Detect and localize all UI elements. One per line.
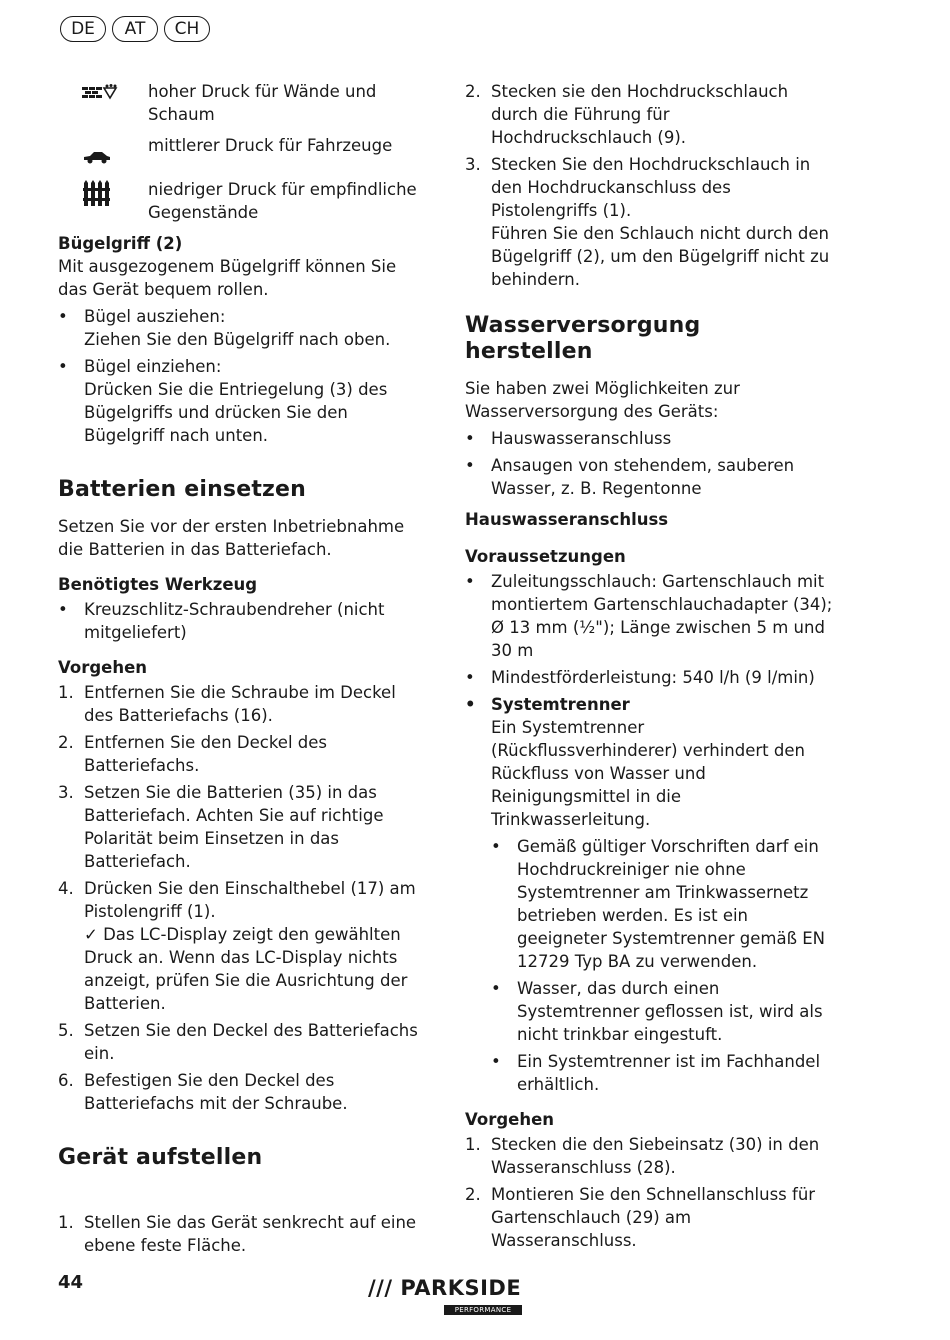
list-item: • Systemtrenner Ein Systemtrenner (Rückflussverhinderer) verhindert den Rückfluss von Wasser und Reinigungsmittel in die Trinkwasserleitung. • Gemäß gültiger Vorschriften darf ein Hochdruckreiniger nie ohne Systemtrenner am Trinkwassernetz betrieben werden. Es ist ein geeigneter Systemtrenner gemäß EN 12729 Typ BA zu verwenden. • Wasser, das durch einen Systemtrenner geflossen ist, wird als nicht trinkbar eingestuft. • Ein Systemtrenner ist im Fachhandel erhältlich. [465,693,835,1096]
step-text: Setzen Sie den Deckel des Batteriefachs ein. [84,1021,418,1063]
list-item-text: Gemäß gültiger Vorschriften darf ein Hochdruckreiniger nie ohne Systemtrenner am Trinkwassernetz betrieben werden. Es ist ein geeigneter Systemtrenner gemäß EN 12729 Typ BA zu verwenden. [517,837,825,971]
car-icon [58,134,148,164]
wall-foam-icon [58,80,148,103]
step-result: ✓ Das LC-Display zeigt den gewählten Druck an. Wenn das LC-Display nichts anzeigt, prüfen Sie die Ausrichtung der Batterien. [84,925,408,1013]
pressure-mode-text: hoher Druck für Wände und Schaum [148,82,377,124]
sub-list-item: • Gemäß gültiger Vorschriften darf ein Hochdruckreiniger nie ohne Systemtrenner am Trinkwassernetz betrieben werden. Es ist ein geeigneter Systemtrenner gemäß EN 12729 Typ BA zu verwenden. [491,835,835,973]
bullet: • [58,357,68,376]
right-column [465,80,835,1252]
list-item: • Ansaugen von stehendem, sauberen Wasser, z. B. Regentonne [465,454,835,500]
country-badge-at: AT [112,16,158,42]
systemtrenner-text: Ein Systemtrenner (Rückflussverhinderer) verhindert den Rückfluss von Wasser und Reinigungsmittel in die Trinkwasserleitung. [491,718,805,829]
step-text: Stecken Sie den Hochdruckschlauch in den Hochdruckanschluss des Pistolengriffs (1). [491,155,811,220]
voraussetzungen-heading: Voraussetzungen [465,547,626,566]
werkzeug-heading: Benötigtes Werkzeug [58,575,258,594]
list-item-text: Mindestförderleistung: 540 l/h (9 l/min) [491,668,815,687]
country-badge-ch: CH [164,16,210,42]
page-number: 44 [58,1272,84,1293]
step-note: Führen Sie den Schlauch nicht durch den Bügelgriff (2), um den Bügelgriff nicht zu behindern. [491,224,830,289]
list-item-detail: Drücken Sie die Entriegelung (3) des Bügelgriffs und drücken Sie den Bügelgriff nach unten. [84,380,388,445]
buegelgriff-heading: Bügelgriff (2) [58,234,183,253]
buegelgriff-intro: Mit ausgezogenem Bügelgriff können Sie das Gerät bequem rollen. [58,257,397,299]
step-item: 2. Entfernen Sie den Deckel des Batteriefachs. [58,731,430,777]
list-item-text: Hauswasseranschluss [491,429,672,448]
parkside-logo [368,1276,523,1316]
step-item: 3. Setzen Sie die Batterien (35) in das Batteriefach. Achten Sie auf richtige Polarität beim Einsetzen in das Batteriefach. [58,781,430,873]
list-item: • Zuleitungsschlauch: Gartenschlauch mit montiertem Gartenschlauchadapter (34); Ø 13 mm (½"); Länge zwischen 5 m und 30 m [465,570,835,662]
country-badge-de: DE [60,16,106,42]
step-text: Stellen Sie das Gerät senkrecht auf eine ebene feste Fläche. [84,1213,417,1255]
list-item-label: Bügel einziehen: [84,357,222,376]
batterien-intro: Setzen Sie vor der ersten Inbetriebnahme die Batterien in das Batteriefach. [58,517,405,559]
systemtrenner-label: Systemtrenner [491,695,630,714]
step-text: Entfernen Sie den Deckel des Batteriefachs. [84,733,327,775]
step-text: Setzen Sie die Batterien (35) in das Batteriefach. Achten Sie auf richtige Polarität beim Einsetzen in das Batteriefach. [84,783,384,871]
list-item-detail: Ziehen Sie den Bügelgriff nach oben. [84,330,391,349]
list-item: • Mindestförderleistung: 540 l/h (9 l/min) [465,666,835,689]
step-item: 4. Drücken Sie den Einschalthebel (17) am Pistolengriff (1). ✓ Das LC-Display zeigt den gewählten Druck an. Wenn das LC-Display nichts anzeigt, prüfen Sie die Ausrichtung der Batterien. [58,877,430,1015]
aufstellen-heading: Gerät aufstellen [58,1145,263,1170]
pressure-mode-medium [58,134,430,164]
step-text: Drücken Sie den Einschalthebel (17) am Pistolengriff (1). [84,879,416,921]
pressure-mode-text: niedriger Druck für empfindliche Gegenstände [148,180,417,222]
step-item: 1. Stecken die den Siebeinsatz (30) in den Wasseranschluss (28). [465,1133,835,1179]
bullet: • [58,307,68,326]
step-item: 1. Entfernen Sie die Schraube im Deckel des Batteriefachs (16). [58,681,430,727]
step-text: Stecken die den Siebeinsatz (30) in den Wasseranschluss (28). [491,1135,820,1177]
vorgehen-heading: Vorgehen [58,658,148,677]
pressure-mode-low [58,178,430,224]
pressure-mode-text: mittlerer Druck für Fahrzeuge [148,136,393,155]
list-item-text: Ein Systemtrenner ist im Fachhandel erhältlich. [517,1052,821,1094]
list-item-label: Bügel ausziehen: [84,307,226,326]
step-text: Entfernen Sie die Schraube im Deckel des Batteriefachs (16). [84,683,396,725]
list-item-text: Zuleitungsschlauch: Gartenschlauch mit montiertem Gartenschlauchadapter (34); Ø 13 mm (½"); Länge zwischen 5 m und 30 m [491,572,833,660]
list-item [58,598,430,644]
step-text: Montieren Sie den Schnellanschluss für Gartenschlauch (29) am Wasseranschluss. [491,1185,816,1250]
batterien-heading: Batterien einsetzen [58,477,307,502]
logo-text: /// PARKSIDE [368,1276,522,1300]
logo-subtitle: PERFORMANCE [444,1305,522,1315]
list-item-text: Kreuzschlitz-Schraubendreher (nicht mitgeliefert) [84,600,385,642]
list-item: • Hauswasseranschluss [465,427,835,450]
step-item: 1. Stellen Sie das Gerät senkrecht auf eine ebene feste Fläche. [58,1211,430,1257]
list-item-text: Wasser, das durch einen Systemtrenner geflossen ist, wird als nicht trinkbar eingestuft. [517,979,823,1044]
step-text: Stecken sie den Hochdruckschlauch durch die Führung für Hochdruckschlauch (9). [491,82,789,147]
step-item: 3. Stecken Sie den Hochdruckschlauch in den Hochdruckanschluss des Pistolengriffs (1). Führen Sie den Schlauch nicht durch den Bügelgriff (2), um den Bügelgriff nicht zu behindern. [465,153,835,291]
step-item: 5. Setzen Sie den Deckel des Batteriefachs ein. [58,1019,430,1065]
list-item [58,305,430,351]
fence-icon [58,178,148,208]
pressure-mode-high [58,80,430,126]
left-column [58,80,430,1257]
list-item-text: Ansaugen von stehendem, sauberen Wasser, z. B. Regentonne [491,456,795,498]
bullet: • [58,600,68,619]
list-item [58,355,430,447]
sub-list-item: • Wasser, das durch einen Systemtrenner geflossen ist, wird als nicht trinkbar eingestuft. [491,977,835,1046]
wasser-heading: Wasserversorgung herstellen [465,313,701,364]
step-text: Befestigen Sie den Deckel des Batteriefachs mit der Schraube. [84,1071,348,1113]
sub-list-item: • Ein Systemtrenner ist im Fachhandel erhältlich. [491,1050,835,1096]
step-item: 6. Befestigen Sie den Deckel des Batteriefachs mit der Schraube. [58,1069,430,1115]
vorgehen-heading: Vorgehen [465,1110,555,1129]
step-item: 2. Stecken sie den Hochdruckschlauch durch die Führung für Hochdruckschlauch (9). [465,80,835,149]
step-item: 2. Montieren Sie den Schnellanschluss für Gartenschlauch (29) am Wasseranschluss. [465,1183,835,1252]
wasser-intro: Sie haben zwei Möglichkeiten zur Wasserversorgung des Geräts: [465,379,740,421]
country-badges [60,16,210,42]
hauswasser-heading: Hauswasseranschluss [465,510,669,529]
